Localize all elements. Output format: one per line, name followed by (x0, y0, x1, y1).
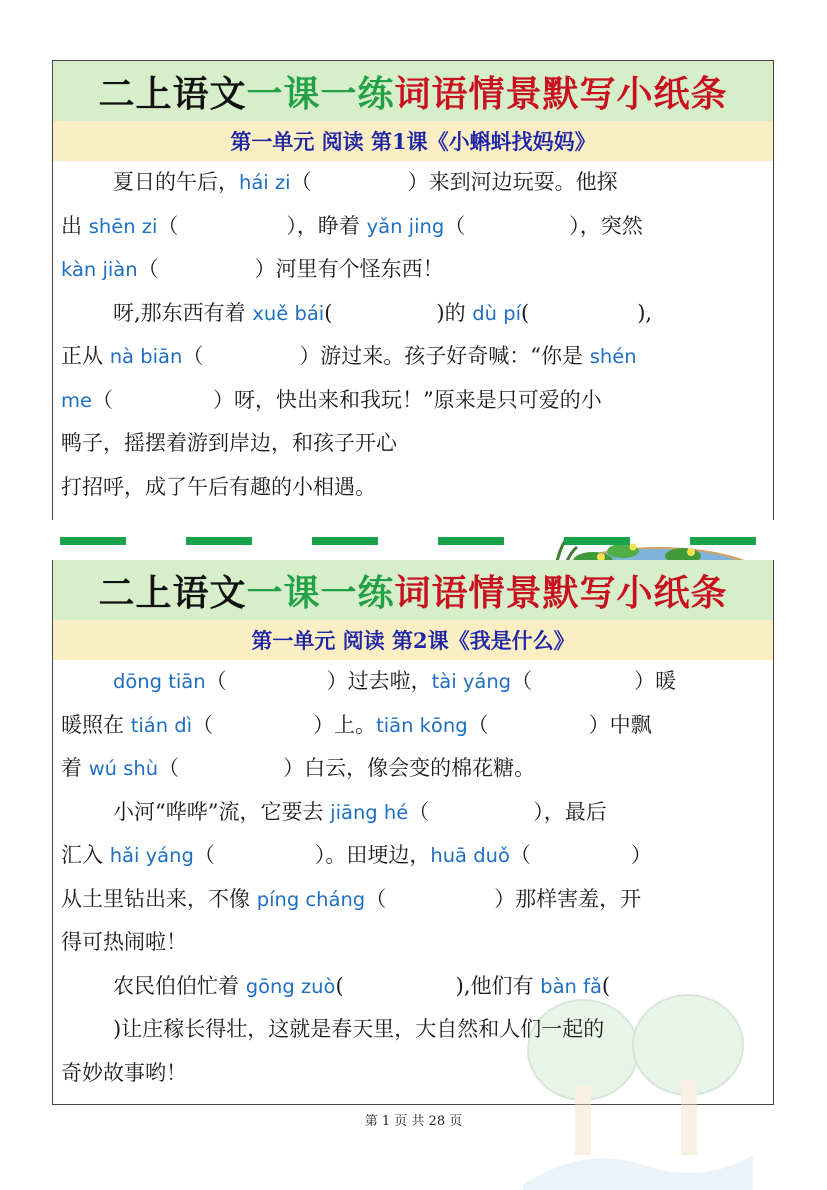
passage-line: 得可热闹啦！ (61, 930, 187, 954)
separator-dash (60, 537, 126, 545)
pinyin-prompt: bàn fǎ (540, 974, 602, 998)
pinyin-prompt: jiāng hé (330, 800, 409, 824)
passage-line: me（ ）呀，快出来和我玩！”原来是只可爱的小 (61, 387, 602, 412)
pinyin-prompt: me (61, 388, 92, 412)
separator-dash (564, 537, 630, 545)
worksheet-card-2 (52, 560, 774, 1105)
passage-line: 正从 nà biān（ ）游过来。孩子好奇喊：“你是 shén (61, 344, 637, 368)
header-title: 词语情景默写小纸条 (394, 571, 728, 614)
pinyin-prompt: tián dì (130, 713, 193, 737)
pinyin-prompt: wú shù (88, 757, 159, 780)
passage-line: 鸭子，摇摆着游到岸边，和孩子开心 (61, 431, 397, 455)
pinyin-prompt: shén (589, 345, 637, 368)
lesson-subtitle: 第一单元 阅读 第2课《我是什么》 (53, 620, 773, 660)
pinyin-prompt: huā duǒ (430, 844, 510, 867)
pinyin-prompt: nà biān (109, 345, 183, 368)
cut-line-separator (60, 537, 770, 545)
pinyin-prompt: gōng zuò (245, 974, 336, 998)
passage-line: 小河“哗哗”流，它要去 jiāng hé（ ），最后 (113, 799, 607, 824)
pinyin-prompt: kàn jiàn (61, 258, 138, 281)
separator-dash (438, 537, 504, 545)
pinyin-prompt: xuě bái (252, 301, 325, 325)
passage-line: 夏日的午后，hái zi（ ）来到河边玩耍。他探 (113, 170, 618, 194)
lesson-subtitle: 第一单元 阅读 第1课《小蝌蚪找妈妈》 (53, 121, 773, 161)
header-series: 一课一练 (246, 571, 395, 614)
pinyin-prompt: shēn zi (88, 214, 158, 238)
passage-line: 着 wú shù（ ）白云，像会变的棉花糖。 (61, 756, 536, 780)
pinyin-prompt: dù pí (472, 301, 522, 325)
header-series: 一课一练 (246, 72, 395, 115)
passage-line: 汇入 hǎi yáng（ ）。田埂边，huā duǒ（ ） (61, 843, 652, 867)
page-footer: 第 1 页 共 28 页 (364, 1114, 463, 1129)
pinyin-prompt: píng cháng (256, 887, 366, 911)
passage-line: 出 shēn zi（ ），睁着 yǎn jing（ ），突然 (61, 213, 643, 238)
pinyin-prompt: tài yáng (431, 670, 512, 693)
header-grade: 二上语文 (98, 72, 247, 115)
pinyin-prompt: dōng tiān (113, 670, 206, 693)
worksheet-card-1 (52, 60, 774, 520)
card-header (53, 560, 773, 620)
passage-line: 呀,那东西有着 xuě bái( )的 dù pí( ), (113, 300, 653, 325)
separator-dash (690, 537, 756, 545)
passage-line: 农民伯伯忙着 gōng zuò( ),他们有 bàn fǎ( (113, 973, 611, 998)
pinyin-prompt: tiān kōng (376, 713, 468, 737)
passage-line: 打招呼，成了午后有趣的小相遇。 (61, 474, 376, 499)
separator-dash (186, 537, 252, 545)
separator-dash (312, 537, 378, 545)
header-grade: 二上语文 (98, 571, 247, 614)
pinyin-prompt: hái zi (239, 171, 291, 194)
passage (53, 161, 773, 509)
passage-line: )让庄稼长得壮，这就是春天里，大自然和人们一起的 (113, 1017, 605, 1041)
passage-line: dōng tiān（ ）过去啦，tài yáng（ ）暖 (113, 669, 677, 693)
pinyin-prompt: yǎn jing (366, 214, 445, 238)
card-header (53, 61, 773, 121)
passage (53, 660, 773, 1095)
passage-line: 从土里钻出来，不像 píng cháng（ ）那样害羞，开 (61, 886, 642, 911)
header-title: 词语情景默写小纸条 (394, 72, 728, 115)
passage-line: 暖照在 tián dì（ ）上。tiān kōng（ ）中飘 (61, 712, 652, 737)
passage-line: kàn jiàn（ ）河里有个怪东西！ (61, 257, 444, 281)
passage-line: 奇妙故事哟！ (61, 1060, 187, 1085)
pinyin-prompt: hǎi yáng (109, 844, 194, 867)
